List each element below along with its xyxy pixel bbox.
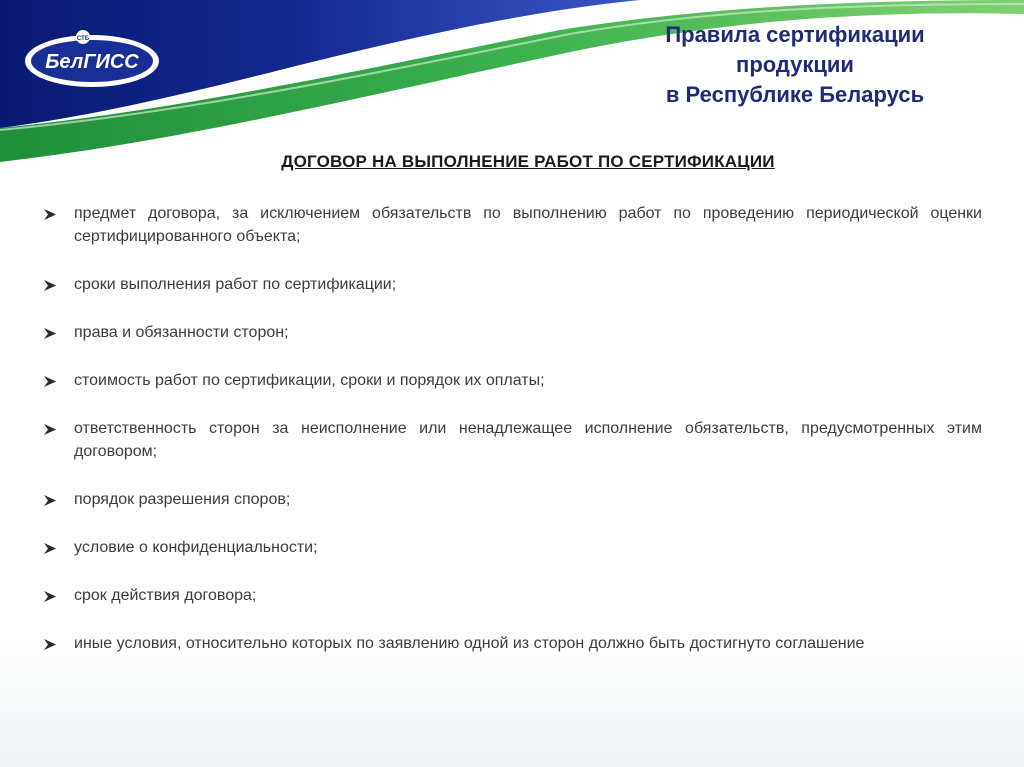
list-item-text: стоимость работ по сертификации, сроки и порядок их оплаты; xyxy=(74,372,545,389)
header-title-line-1: Правила сертификации xyxy=(665,22,925,47)
list-item xyxy=(44,369,982,392)
belgiss-logo xyxy=(22,28,162,90)
arrow-bullet-icon xyxy=(44,584,60,607)
list-item xyxy=(44,632,982,655)
list-item-text: срок действия договора; xyxy=(74,587,257,604)
arrow-bullet-icon xyxy=(44,488,60,511)
arrow-bullet-icon xyxy=(44,369,60,392)
list-item-text: условие о конфиденциальности; xyxy=(74,539,318,556)
arrow-bullet-icon xyxy=(44,321,60,344)
header-title-line-2: продукции xyxy=(736,52,854,77)
list-item-text: ответственность сторон за неисполнение или ненадлежащее исполнение обязательств, предусмотренных этим договором; xyxy=(74,420,982,460)
slide-header-title xyxy=(600,20,990,110)
section-title: ДОГОВОР НА ВЫПОЛНЕНИЕ РАБОТ ПО СЕРТИФИКАЦИИ xyxy=(281,152,775,171)
list-item xyxy=(44,584,982,607)
list-item-text: порядок разрешения споров; xyxy=(74,491,291,508)
bullet-list xyxy=(44,202,982,655)
slide-content xyxy=(44,152,982,655)
arrow-bullet-icon xyxy=(44,632,60,655)
list-item-text: сроки выполнения работ по сертификации; xyxy=(74,276,397,293)
arrow-bullet-icon xyxy=(44,417,60,440)
header-title-line-3: в Республике Беларусь xyxy=(665,82,925,107)
svg-text:СТБ: СТБ xyxy=(76,36,90,42)
list-item xyxy=(44,273,982,296)
list-item xyxy=(44,321,982,344)
list-item-text: предмет договора, за исключением обязательств по выполнению работ по проведению периодической оценки сертифицированного объекта; xyxy=(74,205,982,245)
list-item-text: иные условия, относительно которых по заявлению одной из сторон должно быть достигнуто соглашение xyxy=(74,635,865,652)
arrow-bullet-icon xyxy=(44,536,60,559)
list-item xyxy=(44,417,982,463)
arrow-bullet-icon xyxy=(44,273,60,296)
list-item xyxy=(44,536,982,559)
svg-text:БелГИСС: БелГИСС xyxy=(45,51,139,73)
list-item xyxy=(44,202,982,248)
arrow-bullet-icon xyxy=(44,202,60,225)
list-item xyxy=(44,488,982,511)
list-item-text: права и обязанности сторон; xyxy=(74,324,289,341)
